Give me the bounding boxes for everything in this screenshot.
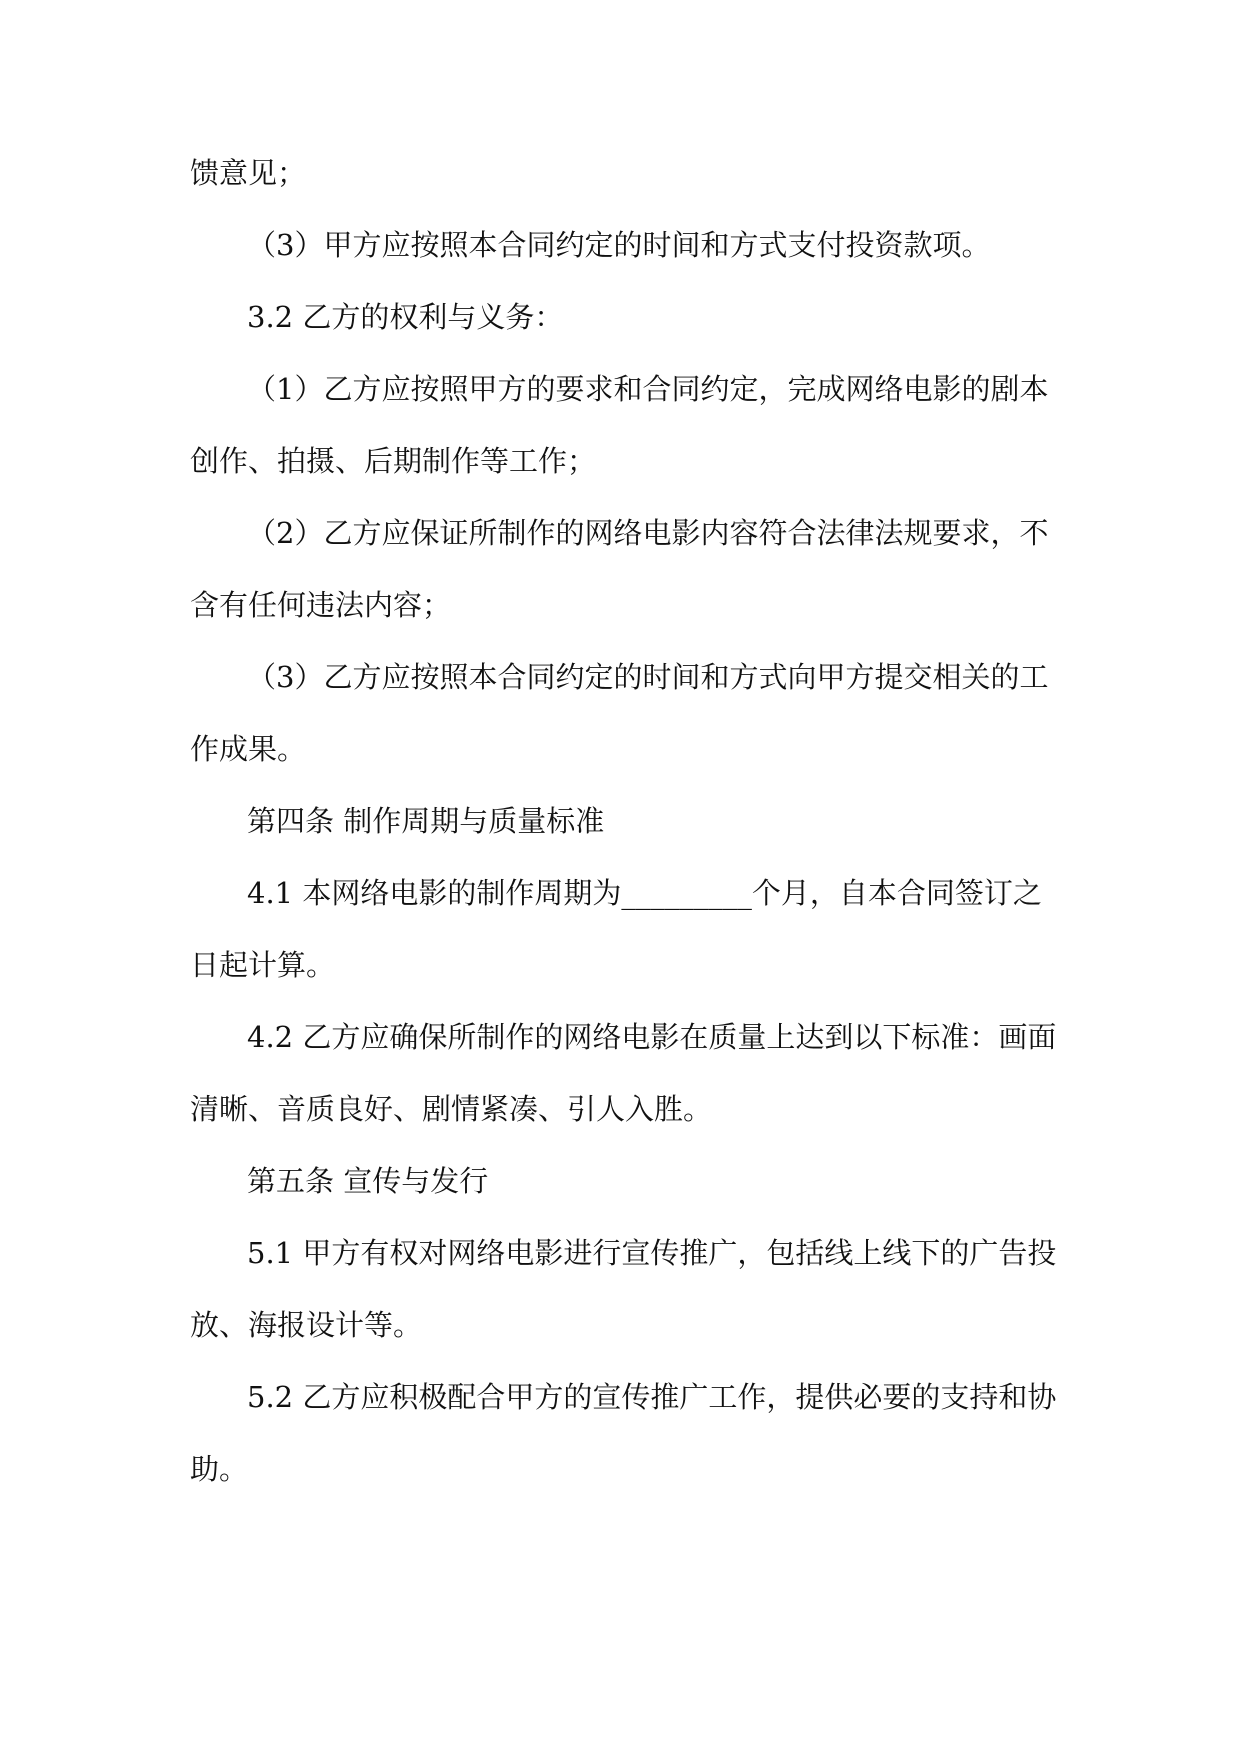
clause-4-1: 4.1 本网络电影的制作周期为_________个月，自本合同签订之 bbox=[247, 876, 1042, 910]
clause-5-2-cont: 助。 bbox=[190, 1452, 249, 1486]
clause-3-2-heading: 3.2 乙方的权利与义务： bbox=[247, 300, 564, 334]
clause-3-2-item-2-cont: 含有任何违法内容； bbox=[190, 588, 452, 622]
clause-3-2-item-1: （1）乙方应按照甲方的要求和合同约定，完成网络电影的剧本 bbox=[247, 372, 1049, 406]
clause-4-1-cont: 日起计算。 bbox=[190, 948, 336, 982]
article-4-heading: 第四条 制作周期与质量标准 bbox=[247, 804, 605, 838]
clause-5-1: 5.1 甲方有权对网络电影进行宣传推广，包括线上线下的广告投 bbox=[247, 1236, 1057, 1270]
clause-5-1-cont: 放、海报设计等。 bbox=[190, 1308, 423, 1342]
paragraph-continuation: 馈意见； bbox=[190, 156, 307, 190]
clause-5-2: 5.2 乙方应积极配合甲方的宣传推广工作，提供必要的支持和协 bbox=[247, 1380, 1057, 1414]
clause-3-1-item-3: （3）甲方应按照本合同约定的时间和方式支付投资款项。 bbox=[247, 228, 991, 262]
clause-4-2: 4.2 乙方应确保所制作的网络电影在质量上达到以下标准：画面 bbox=[247, 1020, 1057, 1054]
clause-3-2-item-1-cont: 创作、拍摄、后期制作等工作； bbox=[190, 444, 597, 478]
article-5-heading: 第五条 宣传与发行 bbox=[247, 1164, 489, 1198]
clause-3-2-item-3-cont: 作成果。 bbox=[190, 732, 307, 766]
clause-3-2-item-3: （3）乙方应按照本合同约定的时间和方式向甲方提交相关的工 bbox=[247, 660, 1049, 694]
clause-3-2-item-2: （2）乙方应保证所制作的网络电影内容符合法律法规要求，不 bbox=[247, 516, 1049, 550]
clause-4-2-cont: 清晰、音质良好、剧情紧凑、引人入胜。 bbox=[190, 1092, 713, 1126]
